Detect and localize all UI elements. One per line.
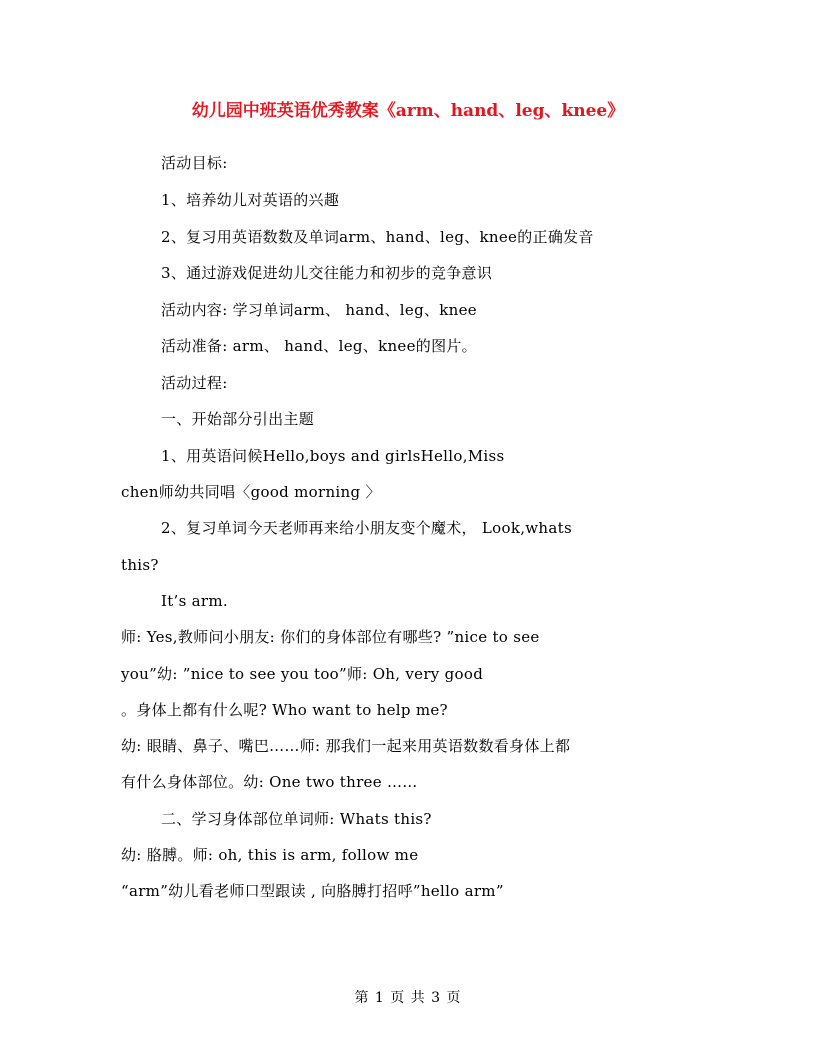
section-heading-goals: 活动目标: (161, 154, 228, 172)
body-line: 1、用英语问候Hello,boys and girlsHello,Miss (161, 447, 505, 465)
body-line: 活动内容: 学习单词arm、 hand、leg、knee (161, 301, 477, 319)
body-line: this? (121, 556, 159, 574)
body-line: “arm”幼儿看老师口型跟读 , 向胳膊打招呼”hello arm” (121, 882, 504, 900)
body-line: 3、通过游戏促进幼儿交往能力和初步的竞争意识 (161, 264, 493, 282)
body-line: you”幼: ”nice to see you too”师: Oh, very good (121, 665, 484, 683)
body-line: 有什么身体部位。幼: One two three …… (121, 773, 418, 791)
body-line: It’s arm. (161, 592, 228, 610)
body-line: 。身体上都有什么呢? Who want to help me? (121, 701, 448, 719)
document-title: 幼儿园中班英语优秀教案《arm、hand、leg、knee》 (191, 101, 625, 121)
body-line: chen师幼共同唱〈good morning 〉 (121, 483, 381, 501)
body-line: 幼: 胳膊。师: oh, this is arm, follow me (121, 846, 419, 864)
section-heading-process: 活动过程: (161, 374, 228, 392)
body-line: 活动准备: arm、 hand、leg、knee的图片。 (161, 337, 477, 355)
body-line: 1、培养幼儿对英语的兴趣 (161, 191, 340, 209)
body-line: 2、复习用英语数数及单词arm、hand、leg、knee的正确发音 (161, 228, 594, 246)
body-line: 2、复习单词今天老师再来给小朋友变个魔术， Look,whats (161, 519, 572, 537)
body-line: 师: Yes,教师问小朋友: 你们的身体部位有哪些? ”nice to see (121, 628, 540, 646)
body-line: 二、学习身体部位单词师: Whats this? (161, 810, 432, 828)
body-line: 幼: 眼睛、鼻子、嘴巴……师: 那我们一起来用英语数数看身体上都 (121, 737, 571, 755)
body-line: 一、开始部分引出主题 (161, 410, 315, 428)
page-number-footer: 第 1 页 共 3 页 (354, 990, 462, 1006)
